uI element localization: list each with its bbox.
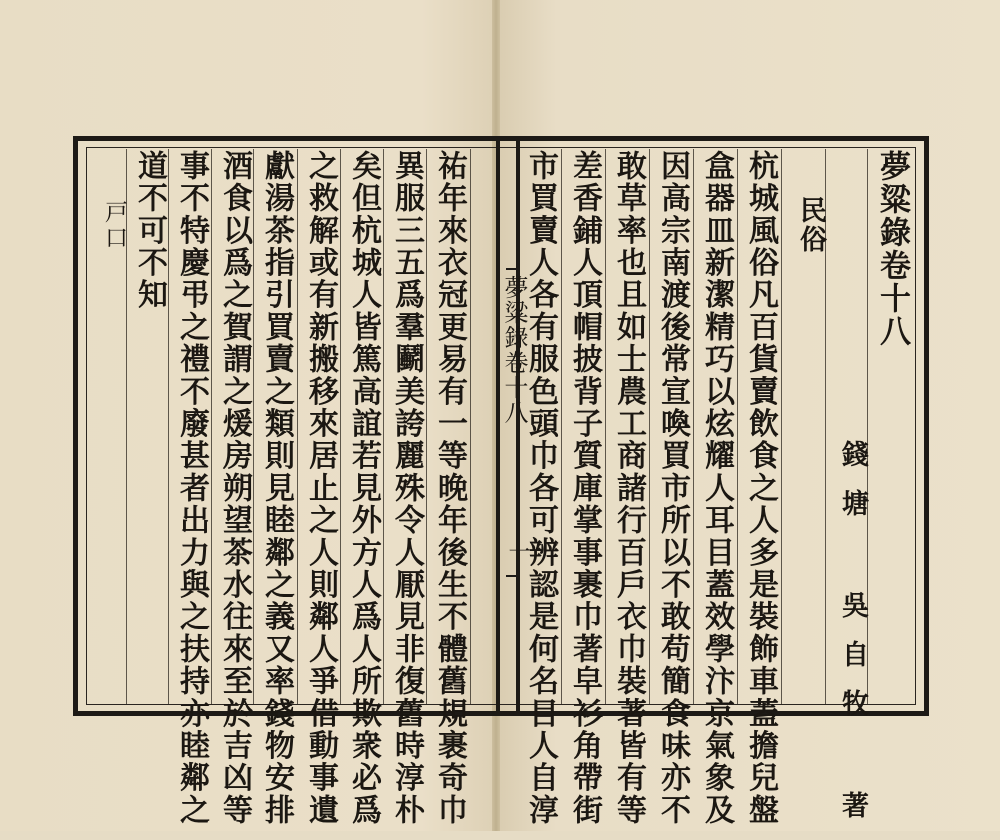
author-line: 錢塘 吳自牧 著 bbox=[837, 440, 868, 840]
text-column: 杭城風俗凡百貨賣飲食之人多是裝飾車蓋擔兒盤 bbox=[743, 150, 778, 827]
text-column: 獻湯茶指引買賣之類則見睦鄰之義又率錢物安排 bbox=[259, 150, 294, 827]
fold-title: 夢粱錄卷十八 bbox=[500, 275, 528, 425]
book-title: 夢粱錄卷十八 bbox=[874, 150, 910, 348]
text-column: 酒食以爲之賀謂之煖房朔望茶水往來至於吉凶等 bbox=[217, 150, 252, 827]
fold-fishtail-mark-lower bbox=[506, 575, 516, 577]
text-column: 矣但杭城人皆篤高誼若見外方人爲人所欺衆必爲 bbox=[346, 150, 381, 827]
text-column: 差香鋪人頂帽披背子質庫掌事裹巾著皁衫角帶街 bbox=[567, 150, 602, 827]
text-column: 異服三五爲羣鬬美誇麗殊令人厭見非復舊時淳朴 bbox=[389, 150, 424, 827]
fold-fishtail-mark bbox=[506, 268, 516, 270]
fold-page-number: 一 bbox=[505, 540, 530, 565]
text-column: 事不特慶弔之禮不廢甚者出力與之扶持亦睦鄰之 bbox=[174, 150, 209, 827]
next-section-heading: 戸口 bbox=[101, 200, 127, 251]
section-heading: 民俗 bbox=[795, 196, 826, 255]
text-column: 敢草率也且如士農工商諸行百戶衣巾裝著皆有等 bbox=[611, 150, 646, 827]
text-column: 市買賣人各有服色頭巾各可辨認是何名目人自淳 bbox=[523, 150, 558, 827]
text-column: 因高宗南渡後常宣喚買市所以不敢苟簡食味亦不 bbox=[655, 150, 690, 827]
text-column: 盒器皿新潔精巧以炫耀人耳目蓋效學汴京氣象及 bbox=[699, 150, 734, 827]
fold-rule-left bbox=[496, 140, 500, 715]
text-column: 祐年來衣冠更易有一等晚年後生不體舊規裹奇巾 bbox=[432, 150, 467, 827]
text-column: 道不可不知 bbox=[132, 150, 167, 311]
text-column: 之救解或有新搬移來居止之人則鄰人爭借動事遺 bbox=[303, 150, 338, 827]
